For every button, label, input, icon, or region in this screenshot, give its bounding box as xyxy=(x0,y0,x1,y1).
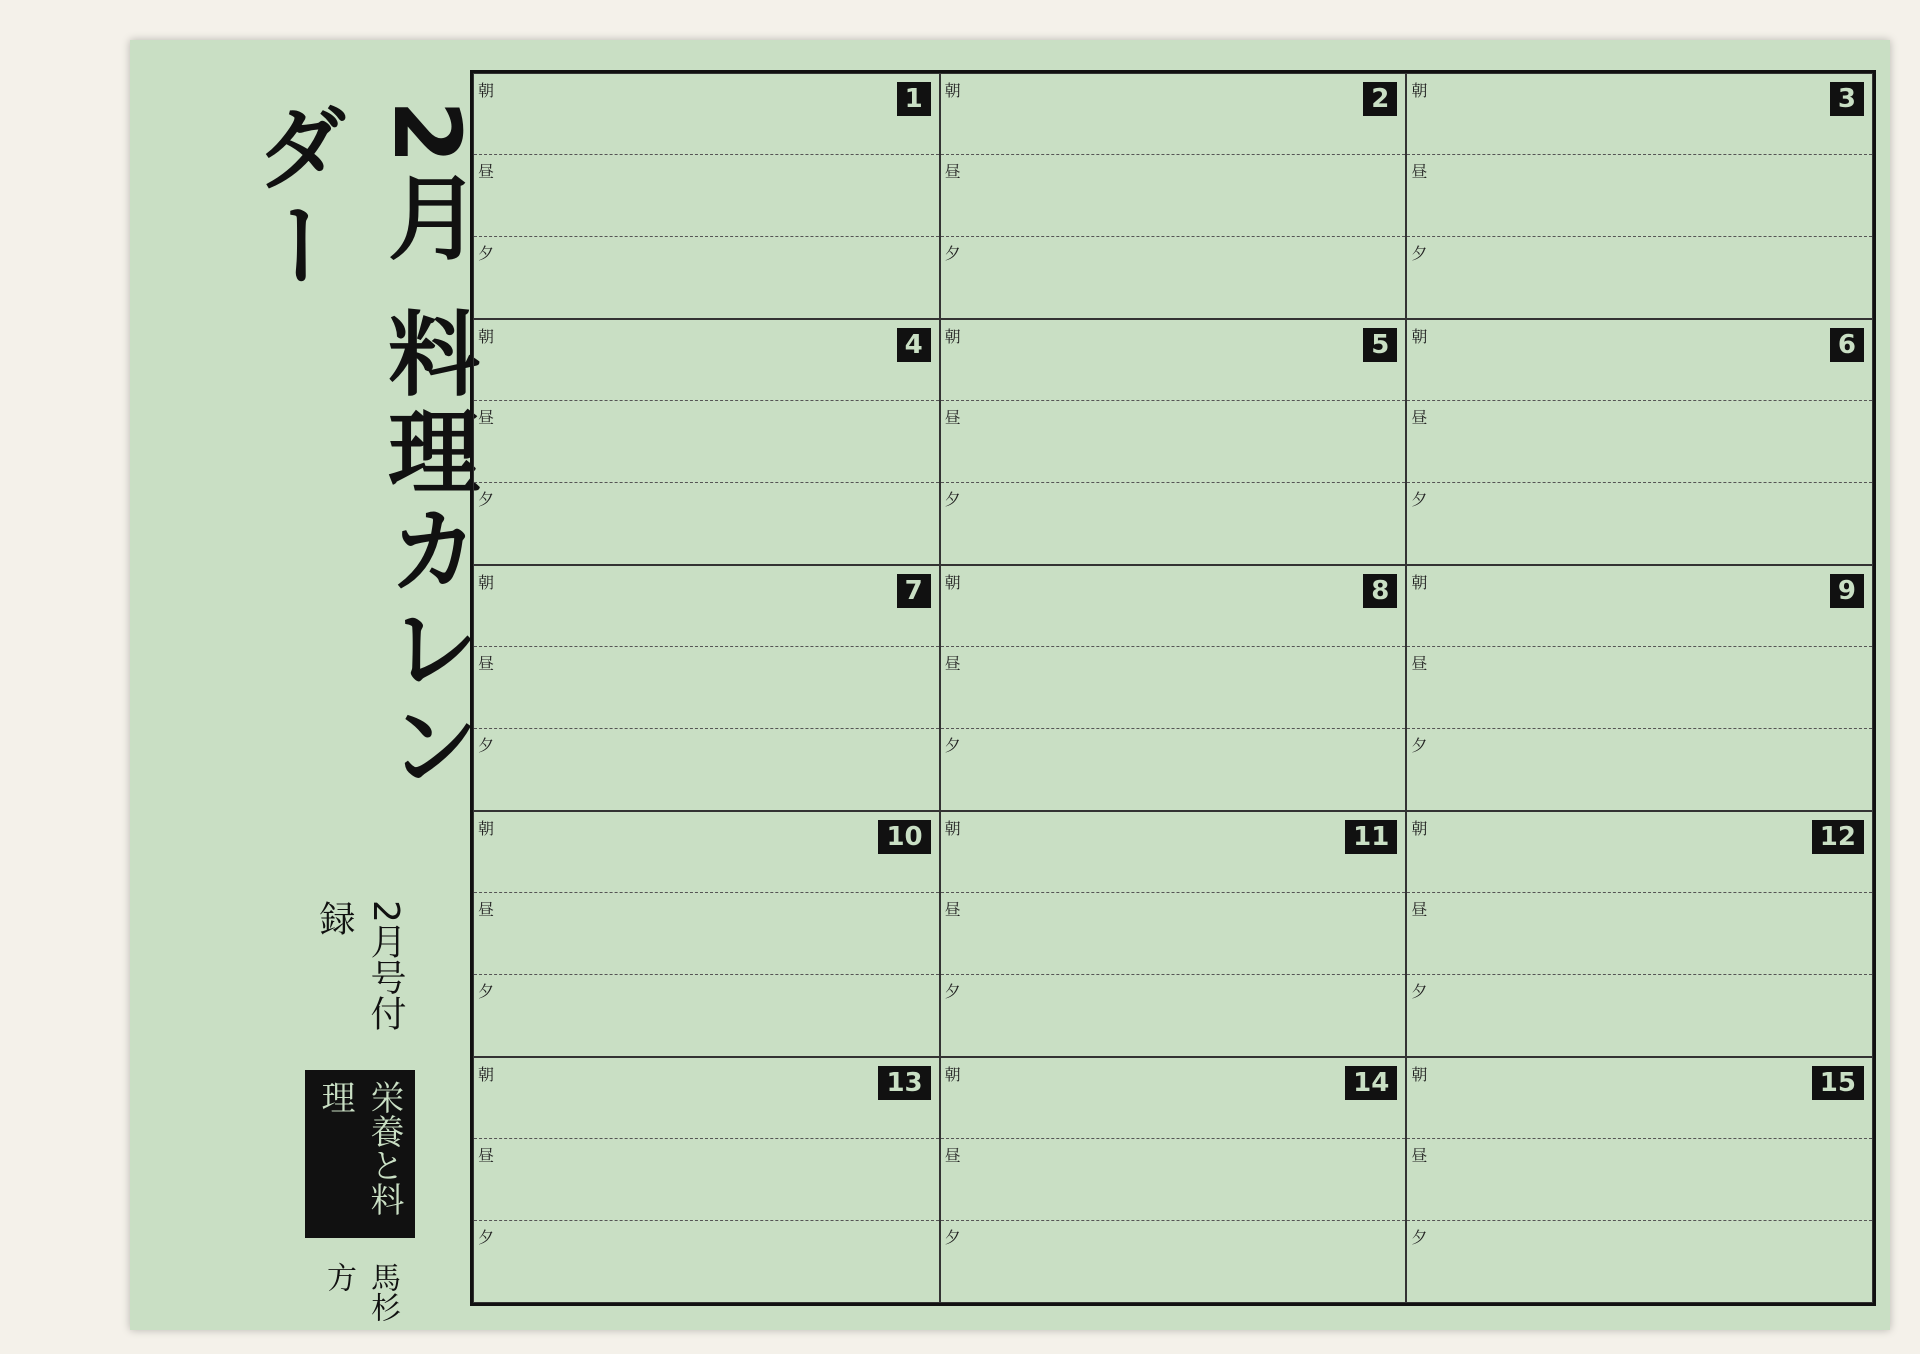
meal-label: 朝 xyxy=(944,1065,961,1084)
meal-label: 朝 xyxy=(1411,1065,1428,1084)
meal-row xyxy=(941,401,1406,482)
day-number: 10 xyxy=(878,820,930,854)
day-number: 11 xyxy=(1345,820,1397,854)
day-number: 1 xyxy=(897,82,931,116)
meal-row xyxy=(1407,1058,1872,1139)
meal-row xyxy=(474,893,939,974)
meal-label: 朝 xyxy=(478,573,495,592)
meal-row xyxy=(1407,812,1872,893)
meal-label: 朝 xyxy=(1411,327,1428,346)
meal-row xyxy=(474,647,939,728)
day-cell xyxy=(473,565,940,811)
meal-label: 昼 xyxy=(944,1146,961,1166)
meal-row xyxy=(474,1221,939,1302)
meal-label: 昼 xyxy=(478,1146,495,1166)
meal-label: 夕 xyxy=(1411,1227,1428,1247)
meal-label: 朝 xyxy=(944,327,961,346)
meal-row xyxy=(1407,155,1872,236)
meal-row xyxy=(1407,320,1872,401)
meal-row xyxy=(474,401,939,482)
meal-row xyxy=(1407,401,1872,482)
meal-label: 夕 xyxy=(944,489,961,509)
day-number: 13 xyxy=(878,1066,930,1100)
meal-row xyxy=(474,566,939,647)
meal-row xyxy=(941,1221,1406,1302)
meal-label: 夕 xyxy=(944,735,961,755)
meal-label: 朝 xyxy=(1411,819,1428,838)
meal-label: 朝 xyxy=(1411,81,1428,100)
meal-label: 朝 xyxy=(944,819,961,838)
meal-label: 昼 xyxy=(1411,1146,1428,1166)
day-cell xyxy=(1406,73,1873,319)
meal-label: 朝 xyxy=(944,573,961,592)
day-cell xyxy=(940,565,1407,811)
meal-label: 夕 xyxy=(478,489,495,509)
meal-label: 夕 xyxy=(1411,489,1428,509)
meal-row xyxy=(474,483,939,564)
meal-row xyxy=(474,74,939,155)
meal-row xyxy=(1407,1221,1872,1302)
meal-row xyxy=(941,74,1406,155)
day-number: 12 xyxy=(1812,820,1864,854)
meal-row xyxy=(474,237,939,318)
meal-label: 昼 xyxy=(478,654,495,674)
meal-row xyxy=(474,975,939,1056)
meal-label: 夕 xyxy=(1411,981,1428,1001)
meal-label: 夕 xyxy=(478,735,495,755)
day-cell xyxy=(1406,811,1873,1057)
meal-row xyxy=(941,1058,1406,1139)
meal-row xyxy=(1407,74,1872,155)
meal-label: 朝 xyxy=(1411,573,1428,592)
day-cell xyxy=(940,73,1407,319)
meal-row xyxy=(941,320,1406,401)
meal-label: 夕 xyxy=(944,981,961,1001)
meal-label: 朝 xyxy=(478,819,495,838)
page-title: 2月 料理カレンダー xyxy=(241,100,480,797)
day-number: 3 xyxy=(1830,82,1864,116)
meal-label: 昼 xyxy=(1411,900,1428,920)
meal-row xyxy=(1407,893,1872,974)
day-cell xyxy=(940,319,1407,565)
meal-label: 昼 xyxy=(478,162,495,182)
meal-label: 昼 xyxy=(1411,408,1428,428)
meal-row xyxy=(1407,237,1872,318)
meal-row xyxy=(1407,647,1872,728)
day-number: 2 xyxy=(1363,82,1397,116)
meal-row xyxy=(474,729,939,810)
meal-row xyxy=(474,812,939,893)
day-cell xyxy=(940,811,1407,1057)
meal-label: 朝 xyxy=(478,81,495,100)
meal-row xyxy=(941,647,1406,728)
meal-row xyxy=(474,1139,939,1220)
day-number: 4 xyxy=(897,328,931,362)
day-number: 5 xyxy=(1363,328,1397,362)
day-number: 6 xyxy=(1830,328,1864,362)
calendar-grid xyxy=(470,70,1876,1306)
meal-label: 夕 xyxy=(478,1227,495,1247)
meal-row xyxy=(1407,975,1872,1056)
meal-row xyxy=(941,812,1406,893)
magazine-label: 栄養と料理 xyxy=(305,1070,415,1238)
calendar-page xyxy=(130,40,1890,1330)
meal-label: 昼 xyxy=(944,900,961,920)
meal-row xyxy=(941,975,1406,1056)
day-cell xyxy=(1406,1057,1873,1303)
day-cell xyxy=(473,1057,940,1303)
meal-label: 朝 xyxy=(478,327,495,346)
meal-label: 昼 xyxy=(944,654,961,674)
supplement-label: 2月号付録 xyxy=(314,900,406,1032)
meal-label: 昼 xyxy=(478,408,495,428)
day-cell xyxy=(1406,319,1873,565)
meal-label: 昼 xyxy=(1411,654,1428,674)
meal-label: 朝 xyxy=(944,81,961,100)
meal-label: 夕 xyxy=(478,981,495,1001)
meal-label: 昼 xyxy=(944,162,961,182)
day-number: 7 xyxy=(897,574,931,608)
meal-row xyxy=(941,1139,1406,1220)
day-number: 8 xyxy=(1363,574,1397,608)
meal-label: 夕 xyxy=(1411,735,1428,755)
meal-row xyxy=(941,893,1406,974)
day-cell xyxy=(1406,565,1873,811)
day-cell xyxy=(473,319,940,565)
day-number: 9 xyxy=(1830,574,1864,608)
meal-row xyxy=(941,237,1406,318)
author-name: 馬杉方 xyxy=(321,1261,400,1322)
day-number: 14 xyxy=(1345,1066,1397,1100)
meal-label: 昼 xyxy=(478,900,495,920)
meal-row xyxy=(474,1058,939,1139)
meal-label: 昼 xyxy=(944,408,961,428)
meal-row xyxy=(941,566,1406,647)
meal-row xyxy=(1407,1139,1872,1220)
meal-label: 夕 xyxy=(944,1227,961,1247)
meal-row xyxy=(941,155,1406,236)
meal-row xyxy=(474,155,939,236)
meal-row xyxy=(1407,729,1872,810)
meal-label: 夕 xyxy=(944,243,961,263)
meal-row xyxy=(1407,566,1872,647)
day-cell xyxy=(940,1057,1407,1303)
meal-label: 夕 xyxy=(1411,243,1428,263)
meal-row xyxy=(1407,483,1872,564)
meal-label: 昼 xyxy=(1411,162,1428,182)
meal-row xyxy=(941,729,1406,810)
meal-label: 朝 xyxy=(478,1065,495,1084)
meal-label: 夕 xyxy=(478,243,495,263)
meal-row xyxy=(941,483,1406,564)
day-cell xyxy=(473,73,940,319)
day-cell xyxy=(473,811,940,1057)
meal-row xyxy=(474,320,939,401)
day-number: 15 xyxy=(1812,1066,1864,1100)
